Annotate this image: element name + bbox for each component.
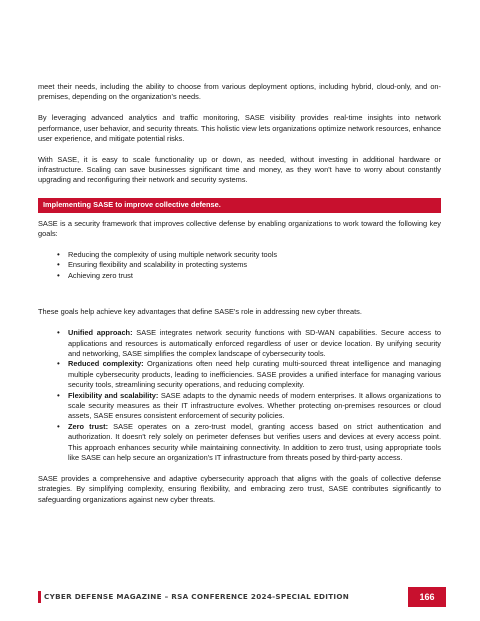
term-label: Flexibility and scalability: bbox=[68, 390, 159, 400]
advantages-list bbox=[38, 328, 441, 463]
term-label: Reduced complexity: bbox=[68, 359, 144, 369]
page-number: 166 bbox=[408, 587, 446, 607]
section-heading: Implementing SASE to improve collective defense. bbox=[38, 198, 441, 213]
footer-accent-bar bbox=[38, 591, 41, 603]
paragraph: By leveraging advanced analytics and traffic monitoring, SASE visibility provides real-time insights into network performance, user behavior, and security threats. This holistic view lets organizations optimize network resources, enhance user experience, and mitigate potential risks. bbox=[38, 113, 441, 143]
list-item: • Ensuring flexibility and scalability in protecting systems bbox=[38, 260, 441, 270]
list-item: • Reducing the complexity of using multiple network security tools bbox=[38, 250, 441, 260]
page-footer bbox=[38, 587, 441, 607]
list-item: • Achieving zero trust bbox=[38, 271, 441, 281]
conclusion-paragraph: SASE provides a comprehensive and adaptive cybersecurity approach that aligns with the goals of collective defense strategies. By simplifying complexity, ensuring flexibility, and embracing zero trust, SASE contributes significantly to safeguarding organizations against new cyber threats. bbox=[38, 473, 441, 504]
list-item bbox=[38, 422, 441, 464]
term-description: Organizations often need help curating multi-sourced threat intelligence and managing multiple cybersecurity products, leading to inefficiencies. SASE provides a unified interface for managing various security tools, streamlining security operations, and reducing complexity. bbox=[68, 359, 441, 390]
spacer bbox=[38, 291, 441, 307]
publication-title: CYBER DEFENSE MAGAZINE – RSA CONFERENCE 2024-SPECIAL EDITION bbox=[44, 592, 350, 601]
list-item bbox=[38, 359, 441, 390]
list-item bbox=[38, 391, 441, 422]
term-label: Unified approach: bbox=[68, 328, 133, 338]
goals-list bbox=[38, 250, 441, 281]
advantages-intro: These goals help achieve key advantages that define SASE's role in addressing new cyber threats. bbox=[38, 307, 362, 317]
article-body bbox=[38, 82, 441, 515]
term-description: SASE integrates network security functions with SD-WAN capabilities. Secure access to applications and resources is automatically enforced regardless of user or device location. By unifying security and networking, SASE simplifies the complex landscape of cybersecurity tools. bbox=[68, 328, 441, 358]
term-description: SASE adapts to the dynamic needs of modern enterprises. It allows organizations to scale security measures as their IT infrastructure evolves. Whether protecting on-premises resources or cloud assets, SASE ensures consistent enforcement of security policies. bbox=[68, 390, 441, 421]
list-item bbox=[38, 328, 441, 359]
term-label: Zero trust: bbox=[68, 421, 109, 431]
paragraph: With SASE, it is easy to scale functionality up or down, as needed, without investing in additional hardware or infrastructure. Scaling can save businesses significant time and money, as they won't have to worry about constantly upgrading and reconfiguring their network and security systems. bbox=[38, 154, 441, 185]
section-intro: SASE is a security framework that improves collective defense by enabling organizations to work toward the following key goals: bbox=[38, 218, 441, 239]
paragraph: meet their needs, including the ability to choose from various deployment options, including hybrid, cloud-only, and on-premises, depending on the organization's needs. bbox=[38, 82, 441, 102]
term-description: SASE operates on a zero-trust model, granting access based on strict authentication and authorization. It doesn't rely solely on perimeter defenses but verifies users and devices at every access point. This approach enhances security while maintaining connectivity. In addition to zero trust, using appropriate tools like SASE can help secure an organization's IT infrastructure from threats posed by third-party access. bbox=[68, 421, 441, 463]
